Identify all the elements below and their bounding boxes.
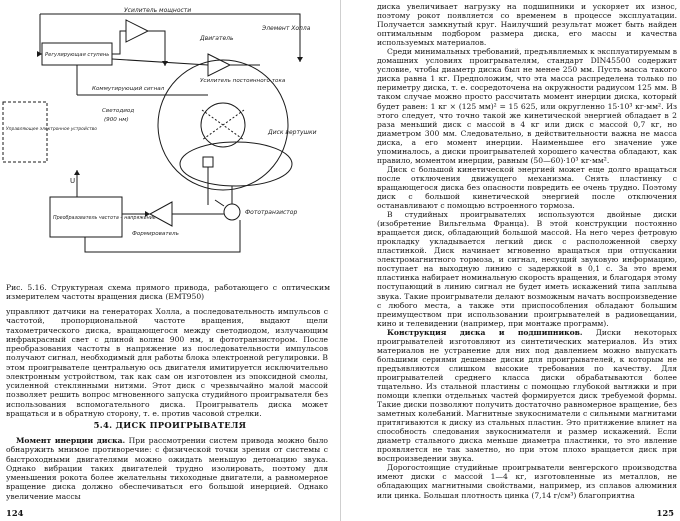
page-gutter: [340, 0, 341, 521]
label-led: Светодиод: [102, 108, 135, 114]
block-diagram: [0, 0, 340, 282]
paragraph-text: При рассмотрении систем привода можно было обнаружить мнимое противоречие: с физической точки зрения от системы с быстроходными двигателями можно ожидать меньшую детонацию звука. Однако вибрации таких двигателей трудно изолировать, поэтому для уменьшения рокота более желательны тихоходные двигатели, а равномерное вращение диска должно обеспечиваться его большой инерцией. Однако увеличение массы: [6, 436, 328, 501]
paragraph: [6, 436, 328, 501]
label-pulse-shaper: Формирователь: [132, 231, 179, 237]
label-control-unit: Управляющее электронное устройство: [6, 127, 97, 132]
paragraph: Дорогостоящие студийные проигрыватели венгерского производства имеют диски с массой 1—4 кг, изготовленные из металлов, не обладающих магнитными свойствами, например, из сплавов алюминия или цинка. Большая плотность цинка (7,14 г/см³) благоприятна: [377, 463, 677, 500]
section-title: 5.4. ДИСК ПРОИГРЫВАТЕЛЯ: [93, 420, 247, 430]
label-phototransistor: Фототранзистор: [245, 209, 298, 216]
label-hall: Элемент Холла: [262, 25, 311, 32]
right-page: [343, 0, 680, 521]
left-body-bottom: [6, 436, 328, 501]
run-in-heading: Момент инерции диска.: [16, 436, 126, 445]
label-motor: Двигатель: [200, 35, 234, 42]
paragraph: диска увеличивает нагрузку на подшипники и ускоряет их износ, поэтому рокот появляется со временем в процессе эксплуатации. Получается замкнутый круг. Наилучший результат может быть найден оптимальным подбором размера диска, его массы и качества используемых материалов.: [377, 2, 677, 48]
right-body: [377, 2, 677, 500]
page-number-right: 125: [656, 508, 674, 518]
paragraph: управляют датчики на генераторах Холла, а последовательность импульсов с частотой, пропорциональной частоте вращения, выдают щели тахометрического диска, вращающегося между светодиодом, излучающим инфракрасный свет с длиной волны 900 нм, и фототранзистором. После преобразования частоты в напряжение из последовательности импульсов получают сигнал, необходимый для работы блока электронной регулировки. В этом проигрывателе центральную ось двигателя имитируется исключительно электронным устройством, так как сам он изготовлен из эпоксидной смолы, усиленной стеклянными нитями. Этот диск с чрезвычайно малой массой позволяет решить вопрос мгновенного запуска студийного проигрывателя без использования вспомогательного диска. Проигрыватель диска может вращаться и в обратную сторону, т. е. против часовой стрелки.: [6, 307, 328, 418]
label-u: U: [70, 177, 76, 185]
label-converter: Преобразователь частота – напряжение: [53, 216, 156, 221]
paragraph-text: Диски некоторых проигрывателей изготовляют из синтетических материалов. Из этих материалов не устранение для них под давлением можно выпускать большими сериями дешевые диски для проигрывателей, к которым не предъявляются слишком высокие требования по качеству. Для проигрывателей среднего класса диски обрабатываются более тщательно. Из стальной пластины с помощью глубокой вытяжки и при помощи клепки отдельных частей формируется диск требуемой формы. Такие диски позволяют получить достаточно равномерное вращение, без заметных колебаний. Магнитные звукосниматели с сильными магнитами притягиваются к диску из стальных пластин. Это притяжение влияет на способность следования звукоснимателя и размер искажений. Если диаметр стального диска меньше диаметра пластинки, то это явление проявляется не так заметно, но при этом плохо вращается диск при воспроизведении звука.: [377, 327, 677, 464]
run-in-heading: Конструкция диска и подшипников.: [387, 327, 583, 337]
paragraph: В студийных проигрывателях используются двойные диски (изобретение Вильгельма Франца). В этой конструкции постоянно вращается диск, обладающий большой массой. На него через фетровую прокладку укладывается легкий диск с расположенной сверху пластинкой. Диск начинает мгновенно вращаться при отпускании электромагнитного тормоза, и сигнал, несущий звуковую информацию, поступает на выходную линию с задержкой в 0,1 с. За это время пластинка набирает номинальную скорость вращения, и благодаря этому поступающий в линию сигнал не будет иметь искажений типа заплыва звука. Такие проигрыватели делают возможным начать воспроизведение с любого места, а также эти приспособления обладают большим преимуществом при использовании проигрывателей в радиовещании, кино и телевидении (например, при монтаже программ).: [377, 210, 677, 328]
label-power-amp: Усилитель мощности: [124, 7, 192, 14]
page-number-left: 124: [6, 508, 24, 518]
label-disc: Диск вертушки: [268, 129, 317, 136]
left-body-top: [6, 307, 328, 418]
paragraph: [377, 328, 677, 464]
label-led-wavelength: (900 нм): [104, 117, 129, 123]
label-dc-amp: Усилитель постоянного тока: [200, 78, 286, 84]
paragraph: Среди минимальных требований, предъявляемых к эксплуатируемым в домашних условиях проигрывателям, стандарт DIN45500 содержит условие, чтобы диаметр диска был не менее 250 мм. Пусть масса такого диска равна 1 кг. Предположим, что эта масса распределена только по периметру диска, т. е. сосредоточена на окружности радиусом 125 мм. В таком случае можно просто рассчитать момент инерции диска, который будет равен: 1 кг × (125 мм)² = 15 625, или округленно 15·10³ кг·мм². Из этого следует, что точно такой же кинетической энергией обладает в 2 раза меньший диск с массой в 4 кг или диск с массой 0,7 кг, но диаметром 300 мм. Следовательно, в действительности важна не масса диска, а его момент инерции. Наименьшее его значение уже упоминалось, а диски проигрывателей хорошего качества обладают, как правило, моментом инерции, равным (50—60)·10³ кг·мм².: [377, 47, 677, 165]
paragraph: Диск с большой кинетической энергией может еще долго вращаться после отключения движущего механизма. Снять пластинку с вращающегося диска без опасности повредить ее очень трудно. Поэтому диск с большой кинетической энергией после отключения останавливают с помощью встроенного тормоза.: [377, 164, 677, 211]
label-regulation: Регулирующая ступень: [45, 52, 110, 58]
label-control-signal: Коммутирующий сигнал: [92, 86, 165, 92]
figure-caption: Рис. 5.16. Структурная схема прямого привода, работающего с оптическим измерителем частоты вращения диска (EMT950): [6, 283, 330, 302]
